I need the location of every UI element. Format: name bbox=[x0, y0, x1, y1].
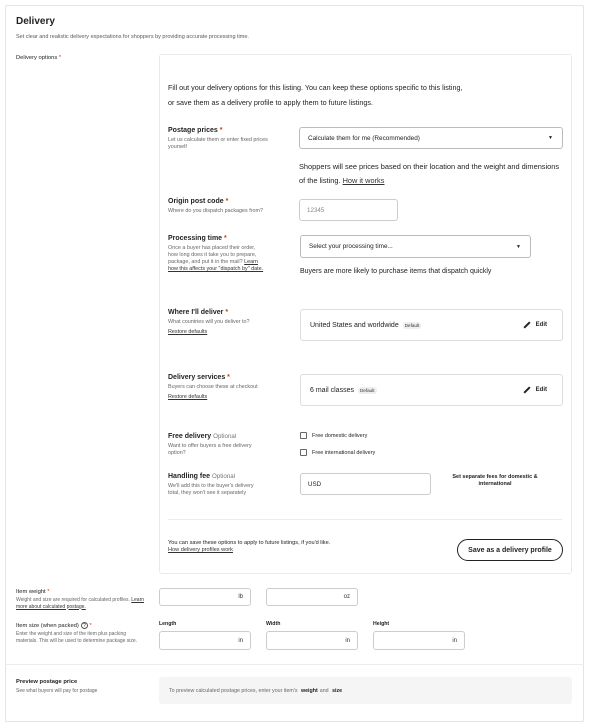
pencil-icon bbox=[523, 321, 530, 328]
free-label-group: Free delivery Optional Want to offer buyers a free delivery option? bbox=[168, 433, 252, 456]
dispatch-date-link[interactable]: Learn how this affects your "dispatch by" date. bbox=[168, 259, 264, 272]
processing-note: Buyers are more likely to purchase items that dispatch quickly bbox=[300, 268, 492, 275]
profiles-link[interactable]: How delivery profiles work bbox=[168, 547, 233, 553]
deliver-card bbox=[300, 309, 563, 341]
preview-postage-box: To preview calculated postage prices, enter your item's weight and size bbox=[159, 677, 572, 704]
deliver-value: United States and worldwide bbox=[310, 321, 399, 329]
edit-services-button[interactable]: Edit bbox=[523, 387, 547, 393]
height-input[interactable]: in bbox=[373, 631, 465, 650]
size-label-group: Item size (when packed) ? * Enter the weight and size of the item plus packing materials. This will be used to determine package size. bbox=[16, 623, 138, 644]
separate-fees-link[interactable]: Set separate fees for domestic & international bbox=[452, 474, 538, 487]
free-domestic-checkbox[interactable]: Free domestic delivery bbox=[300, 432, 367, 439]
postage-note: Shoppers will see prices based on their location and the weight and dimensions of the listing. How it works bbox=[299, 162, 560, 185]
services-label-group: Delivery services * Buyers can choose these at checkout Restore defaults bbox=[168, 374, 264, 401]
postage-prices-select[interactable]: Calculate them for me (Recommended) ▼ bbox=[299, 127, 563, 149]
weight-label-group: Item weight * Weight and size are required for calculated profiles. Learn more about calculated postage. bbox=[16, 589, 145, 610]
height-label: Height bbox=[373, 621, 390, 627]
length-label: Length bbox=[159, 621, 177, 627]
divider bbox=[168, 519, 562, 520]
checkbox-icon bbox=[300, 449, 307, 456]
services-card bbox=[300, 374, 563, 406]
width-label: Width bbox=[266, 621, 281, 627]
postage-label-group: Postage prices * Let us calculate them or enter fixed prices yourself bbox=[168, 127, 268, 150]
intro-text: Fill out your delivery options for this listing. You can keep these options specific to this listing, or save them as a delivery profile to apply them to future listings. bbox=[168, 83, 463, 107]
services-value: 6 mail classes bbox=[310, 386, 354, 394]
caret-down-icon: ▼ bbox=[516, 243, 521, 250]
restore-defaults-link[interactable]: Restore defaults bbox=[168, 394, 208, 400]
preview-label-group: Preview postage price See what buyers will pay for postage bbox=[16, 679, 98, 694]
calculated-postage-link[interactable]: Learn more about calculated postage. bbox=[16, 597, 145, 610]
weight-oz-input[interactable]: oz bbox=[266, 588, 358, 606]
profile-note: You can save these options to apply to future listings, if you'd like. How delivery profiles work bbox=[168, 540, 331, 553]
help-icon[interactable]: ? bbox=[81, 622, 88, 629]
width-input[interactable]: in bbox=[266, 631, 358, 650]
how-it-works-link[interactable]: How it works bbox=[342, 176, 385, 185]
divider bbox=[5, 664, 584, 665]
processing-time-select[interactable]: Select your processing time... ▼ bbox=[300, 235, 531, 258]
deliver-label-group: Where I'll deliver * What countries will you deliver to? Restore defaults bbox=[168, 309, 264, 336]
edit-deliver-button[interactable]: Edit bbox=[523, 322, 547, 328]
save-profile-button[interactable]: Save as a delivery profile bbox=[457, 539, 563, 561]
pencil-icon bbox=[523, 386, 530, 393]
checkbox-icon bbox=[300, 432, 307, 439]
section-subtitle: Set clear and realistic delivery expectations for shoppers by providing accurate processing time. bbox=[16, 34, 249, 40]
length-input[interactable]: in bbox=[159, 631, 251, 650]
handling-fee-input[interactable]: USD bbox=[300, 473, 431, 495]
weight-lb-input[interactable]: lb bbox=[159, 588, 251, 606]
delivery-options-label: Delivery options * bbox=[16, 55, 62, 61]
handling-label-group: Handling fee Optional We'll add this to the buyer's delivery total, they won't see it separately bbox=[168, 473, 254, 496]
origin-postcode-input[interactable]: 12345 bbox=[299, 199, 398, 221]
caret-down-icon: ▼ bbox=[548, 135, 553, 141]
processing-label-group: Processing time * Once a buyer has placed their order, how long does it take you to prepare, package, and put it in the mail? Learn how this affects your "dispatch by" date. bbox=[168, 235, 264, 272]
default-badge: Default bbox=[359, 387, 375, 393]
free-international-checkbox[interactable]: Free international delivery bbox=[300, 449, 375, 456]
restore-defaults-link[interactable]: Restore defaults bbox=[168, 329, 208, 335]
origin-label-group: Origin post code * Where do you dispatch packages from? bbox=[168, 198, 263, 214]
default-badge: Default bbox=[404, 322, 420, 328]
section-title: Delivery bbox=[16, 16, 55, 27]
